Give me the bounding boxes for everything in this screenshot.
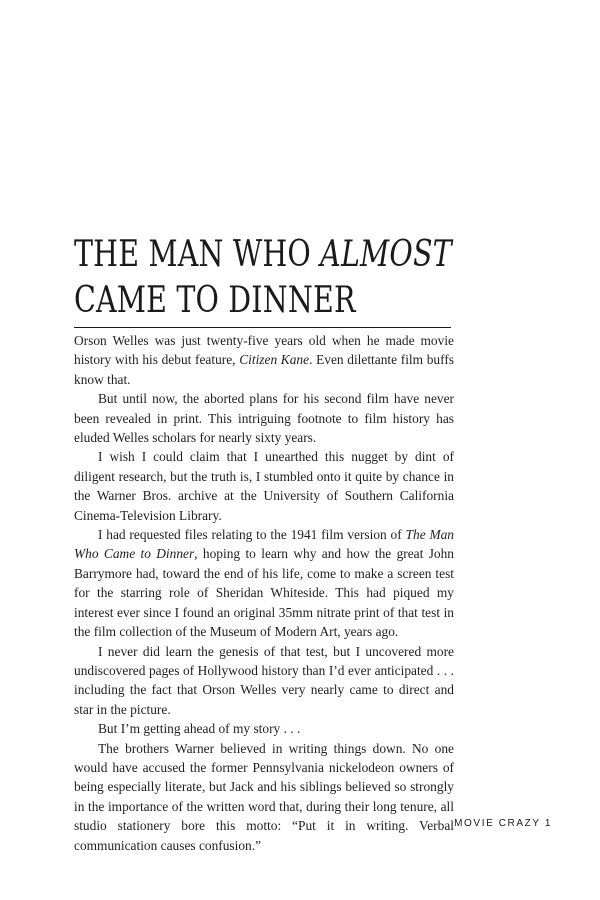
chapter-title-line-1 [74, 232, 452, 278]
citizen-kane-title: Citizen Kane [239, 352, 310, 368]
paragraph-3: I wish I could claim that I unearthed this nugget by dint of diligent research, but the truth is, I stumbled onto it quite by chance in the Warner Bros. archive at the University of Southern California Cinema-Television Library. [74, 449, 454, 523]
paragraph-2: But until now, the aborted plans for his second film have never been revealed in print. This intriguing footnote to film history has eluded Welles scholars for nearly sixty years. [74, 391, 454, 446]
chapter-title-line-2: CAME TO DINNER [74, 280, 356, 321]
paragraph-4-text-c: , hoping to learn why and how the great John Barrymore had, toward the end of his life, come to make a screen test for the starring role of Sheridan Whiteside. This had piqued my interest ever since I found an original 35mm nitrate print of that test in the film collection of the Museum of Modern Art, years ago. [74, 546, 454, 640]
film-title-italic: The Man Who Came to Dinner [74, 527, 454, 562]
chapter-body [74, 331, 454, 855]
title-text-italic: ALMOST [320, 234, 452, 275]
paragraph-4-text-a: I had requested files relating to the 1941 film version of [98, 527, 406, 543]
title-rule-divider [74, 327, 451, 328]
page-number: 1 [544, 818, 552, 829]
chapter-title [74, 232, 464, 324]
title-text-regular: THE MAN WHO [74, 234, 321, 275]
paragraph-4 [74, 525, 454, 641]
paragraph-1-text-a: Orson Welles was just twenty-five years old when he made movie history with his debut feature, [74, 333, 454, 368]
paragraph-5: I never did learn the genesis of that test, but I uncovered more undiscovered pages of Hollywood history than I’d ever anticipated . . . including the fact that Orson Welles very nearly came to direct and star in the picture. [74, 643, 454, 717]
paragraph-1 [74, 331, 454, 389]
running-head: MOVIE CRAZY [454, 818, 541, 829]
paragraph-1-text-c: . Even dilettante film buffs know that. [74, 352, 454, 387]
paragraph-6: But I’m getting ahead of my story . . . [98, 721, 301, 737]
page-footer [454, 818, 552, 829]
paragraph-7: The brothers Warner believed in writing things down. No one would have accused the former Pennsylvania nickelodeon owners of being especially literate, but Jack and his siblings believed so strongly in the importance of the written word that, during their long tenure, all studio stationery bore this motto: “Put it in writing. Verbal communication causes confusion.” [74, 740, 454, 853]
